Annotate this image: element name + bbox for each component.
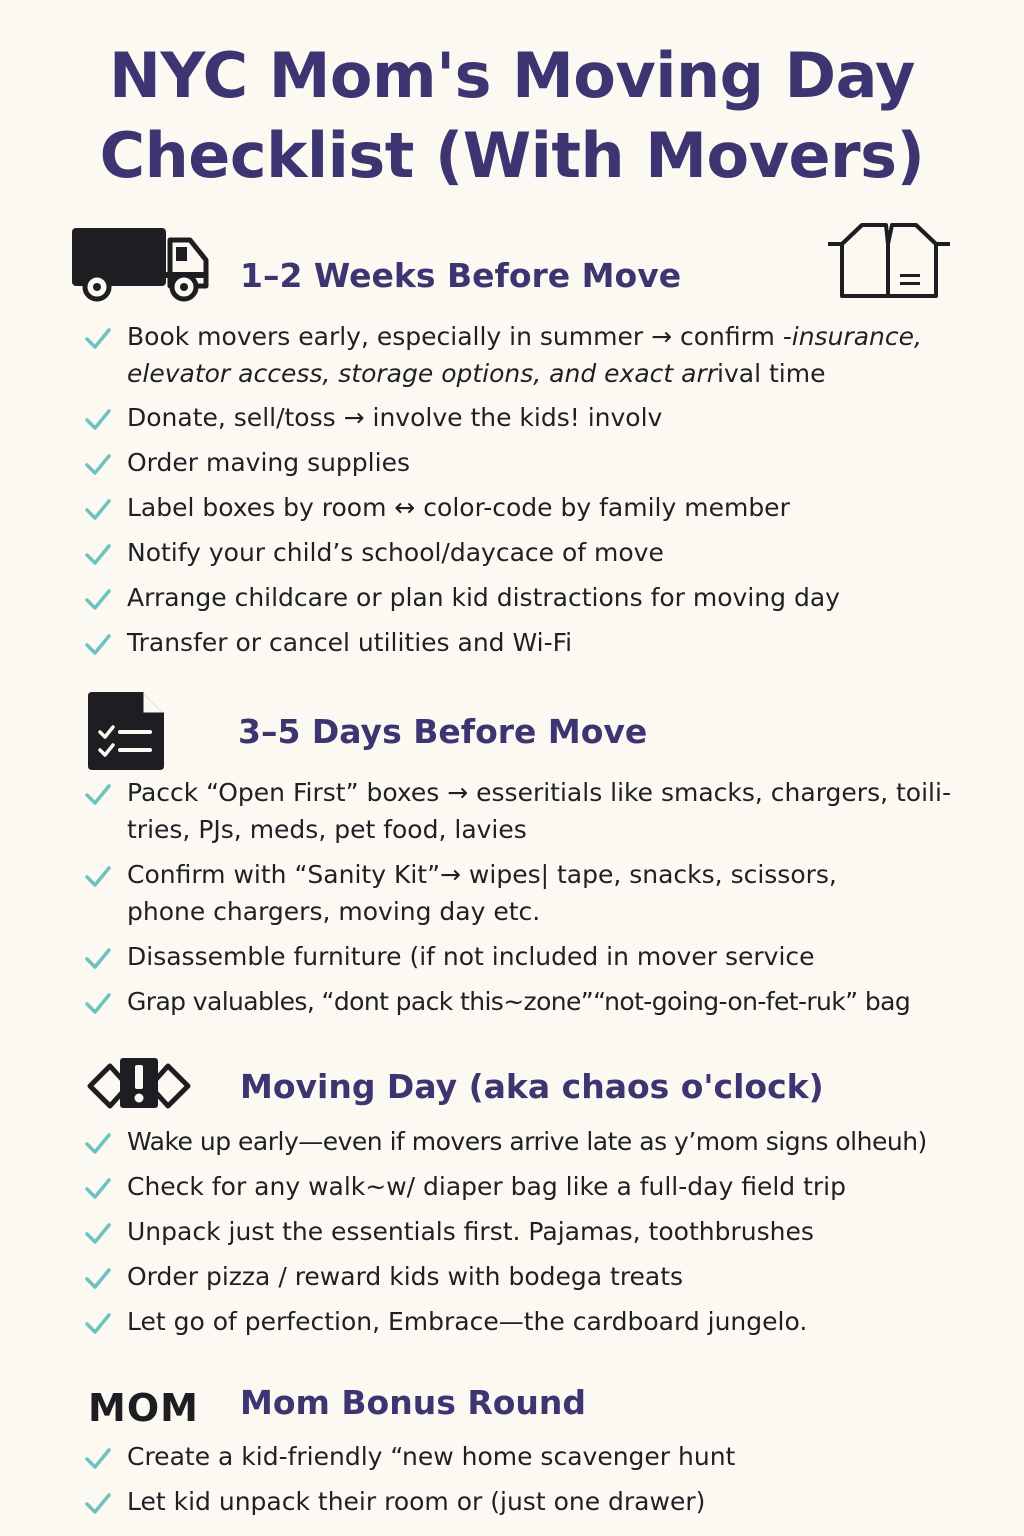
check-icon [84,1447,112,1471]
check-icon [84,1132,112,1156]
item-text: Order maving supplies [127,448,410,477]
list-item [84,1438,964,1475]
warning-exclamation-icon [86,1056,192,1112]
check-icon [84,408,112,432]
item-text: Order pizza / reward kids with bodega treats [127,1262,684,1291]
check-icon [84,947,112,971]
check-icon [84,327,112,351]
list-item [84,624,964,661]
mom-label: MOM [88,1386,199,1430]
checklist-mom-bonus [84,1438,964,1520]
truck-icon [70,226,210,302]
item-text: Disassemble furniture (if not included in mover service [127,942,815,971]
list-item [84,938,964,975]
list-item [84,534,964,571]
item-text: Let kid unpack their room or (just one drawer) [127,1487,706,1516]
list-item [84,1213,964,1250]
list-item [84,1483,964,1520]
page-title-line1: NYC Mom's Moving Day [109,39,915,112]
open-box-icon [826,222,952,300]
list-item [84,579,964,616]
checklist-3-5-days [84,774,964,1020]
item-text: Label boxes by room ↔ color-code by family member [127,493,790,522]
list-item [84,1303,964,1340]
list-item [84,444,964,481]
item-text: Donate, sell/toss → involve the kids! involv [127,403,663,432]
item-text-italic: -insurance, [782,322,922,351]
check-icon [84,1492,112,1516]
page-title-line2: Checklist (With Movers) [99,119,925,192]
check-icon [84,1222,112,1246]
list-item [84,983,964,1020]
section-title-3-5-days: 3–5 Days Before Move [238,712,648,751]
item-text: Pacck “Open First” boxes → esseritials like smacks, chargers, toili- [127,778,951,807]
check-icon [84,543,112,567]
item-text: Transfer or cancel utilities and Wi-Fi [127,628,573,657]
section-title-moving-day: Moving Day (aka chaos o'clock) [240,1067,824,1106]
item-text-line2: tries, PJs, meds, pet food, lavies [127,815,527,844]
item-text: Notify your child’s school/daycace of move [127,538,664,567]
list-item [84,1123,964,1160]
checklist-1-2-weeks [84,318,964,661]
check-icon [84,498,112,522]
item-text: Unpack just the essentials first. Pajamas, toothbrushes [127,1217,814,1246]
check-icon [84,453,112,477]
list-item [84,318,964,392]
item-text: Let go of perfection, Embrace—the cardboard jungelo. [127,1307,808,1336]
item-text: Wake up early—even if movers arrive late as y’mom signs olheuh) [127,1127,927,1156]
section-title-mom-bonus: Mom Bonus Round [240,1383,587,1422]
list-item [84,774,964,848]
list-item [84,489,964,526]
check-icon [84,1177,112,1201]
item-text: Create a kid-friendly “new home scavenger hunt [127,1442,736,1471]
item-text-line2-italic: elevator access, storage options, and exact arr [127,359,718,388]
item-text: Grap valuables, “dont pack this~zone”“not-going-on-fet-ruk” bag [127,987,911,1016]
check-icon [84,633,112,657]
check-icon [84,1312,112,1336]
list-item [84,399,964,436]
check-icon [84,992,112,1016]
item-text: Arrange childcare or plan kid distractions for moving day [127,583,840,612]
item-text-line2: phone chargers, moving day etc. [127,897,541,926]
check-icon [84,1267,112,1291]
page-title [0,36,1024,196]
item-text: Book movers early, especially in summer → confirm [127,322,783,351]
list-item [84,856,964,930]
list-item [84,1168,964,1205]
item-text: Confirm with “Sanity Kit”→ wipes| tape, snacks, scissors, [127,860,837,889]
checklist-moving-day [84,1123,964,1340]
section-title-1-2-weeks: 1–2 Weeks Before Move [240,256,682,295]
item-text-line2: ival time [717,359,826,388]
check-icon [84,588,112,612]
check-icon [84,865,112,889]
item-text: Check for any walk~w/ diaper bag like a full-day field trip [127,1172,846,1201]
checklist-document-icon [86,690,166,772]
list-item [84,1258,964,1295]
check-icon [84,783,112,807]
